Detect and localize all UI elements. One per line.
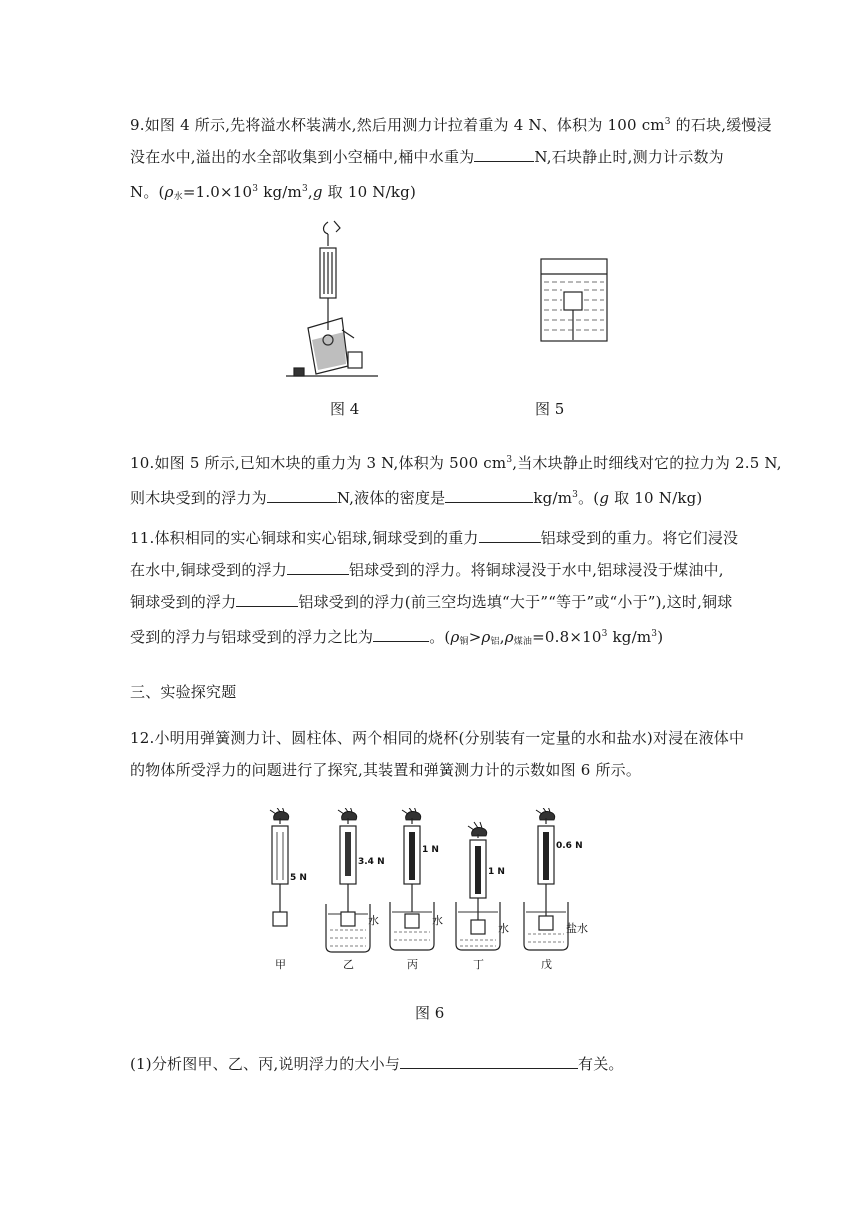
q9-line-2: 没在水中,溢出的水全部收集到小空桶中,桶中水重为 N,石块静止时,测力计示数为	[130, 141, 740, 173]
answer-blank[interactable]	[445, 486, 533, 503]
answer-blank[interactable]	[474, 145, 534, 162]
q10-line-2: 则木块受到的浮力为 N,液体的密度是 $kg/m^3$。(g 取 10 N/kg)	[130, 479, 740, 514]
setup-yi	[326, 808, 385, 971]
question-10	[130, 444, 782, 514]
q9-line-3: N。($\rho_水=1.0\times 10^3$ $kg/m^3,g$ 取 10 N/kg)	[130, 183, 417, 202]
question-12-part-1: (1)分析图甲、乙、丙,说明浮力的大小与 有关。	[130, 1048, 740, 1080]
setup-wu	[524, 808, 588, 971]
figure-6-caption: 图 6	[415, 1004, 445, 1022]
setup-bing	[390, 808, 443, 971]
q9-line-1: 9.如图 4 所示,先将溢水杯装满水,然后用测力计拉着重为 4 N、体积为 100 $cm^3$ 的石块,缓慢浸	[130, 116, 772, 134]
figure-4-overflow-cup-diagram	[282, 218, 382, 380]
reading-ding: 1 N	[488, 867, 505, 877]
q12-line-2: 的物体所受浮力的问题进行了探究,其装置和弹簧测力计的示数如图 6 所示。	[130, 761, 642, 779]
reading-wu: 0.6 N	[556, 841, 583, 851]
q11-line-4: 受到的浮力与铝球受到的浮力之比为 。($\rho_铜>\rho_铝,\rho_{煤油}=0.8\times 10^3$ $kg/m^3$)	[130, 618, 740, 658]
q11-line-3: 铜球受到的浮力 铝球受到的浮力(前三空均选填“大于”“等于”或“小于”),这时,铜球	[130, 586, 740, 618]
answer-blank[interactable]	[287, 558, 349, 575]
liquid-wu: 盐水	[566, 922, 588, 935]
label-yi: 乙	[343, 958, 354, 971]
figure-5-caption: 图 5	[535, 400, 565, 418]
answer-blank[interactable]	[373, 625, 429, 642]
figure-6-experiment-diagram	[262, 808, 602, 978]
question-9	[130, 106, 772, 213]
figure-5-wood-block-diagram	[540, 258, 608, 342]
label-ding: 丁	[473, 958, 484, 971]
reading-yi: 3.4 N	[358, 857, 385, 867]
figure-4-caption: 图 4	[330, 400, 360, 418]
liquid-ding: 水	[498, 922, 509, 935]
setup-jia	[270, 808, 307, 971]
label-wu: 戊	[541, 958, 552, 971]
q10-line-1: 10.如图 5 所示,已知木块的重力为 3 N,体积为 500 $cm^3$,当木块静止时细线对它的拉力为 2.5 N,	[130, 454, 782, 472]
reading-jia: 5 N	[290, 873, 307, 883]
liquid-bing: 水	[432, 914, 443, 927]
liquid-yi: 水	[368, 914, 379, 927]
q11-line-1: 11.体积相同的实心铜球和实心铝球,铜球受到的重力 铝球受到的重力。将它们浸没	[130, 522, 740, 554]
setup-ding	[456, 822, 509, 971]
reading-bing: 1 N	[422, 845, 439, 855]
section-heading: 三、实验探究题	[130, 683, 237, 701]
answer-blank[interactable]	[479, 526, 541, 543]
answer-blank[interactable]	[267, 486, 337, 503]
q11-line-2: 在水中,铜球受到的浮力 铝球受到的浮力。将铜球浸没于水中,铝球浸没于煤油中,	[130, 554, 740, 586]
label-bing: 丙	[407, 958, 418, 971]
answer-blank[interactable]	[236, 590, 298, 607]
q12-line-1: 12.小明用弹簧测力计、圆柱体、两个相同的烧杯(分别装有一定量的水和盐水)对浸在液体中	[130, 729, 745, 747]
question-12	[130, 722, 745, 786]
question-11	[130, 522, 740, 658]
label-jia: 甲	[275, 958, 286, 971]
answer-blank[interactable]	[400, 1052, 578, 1069]
